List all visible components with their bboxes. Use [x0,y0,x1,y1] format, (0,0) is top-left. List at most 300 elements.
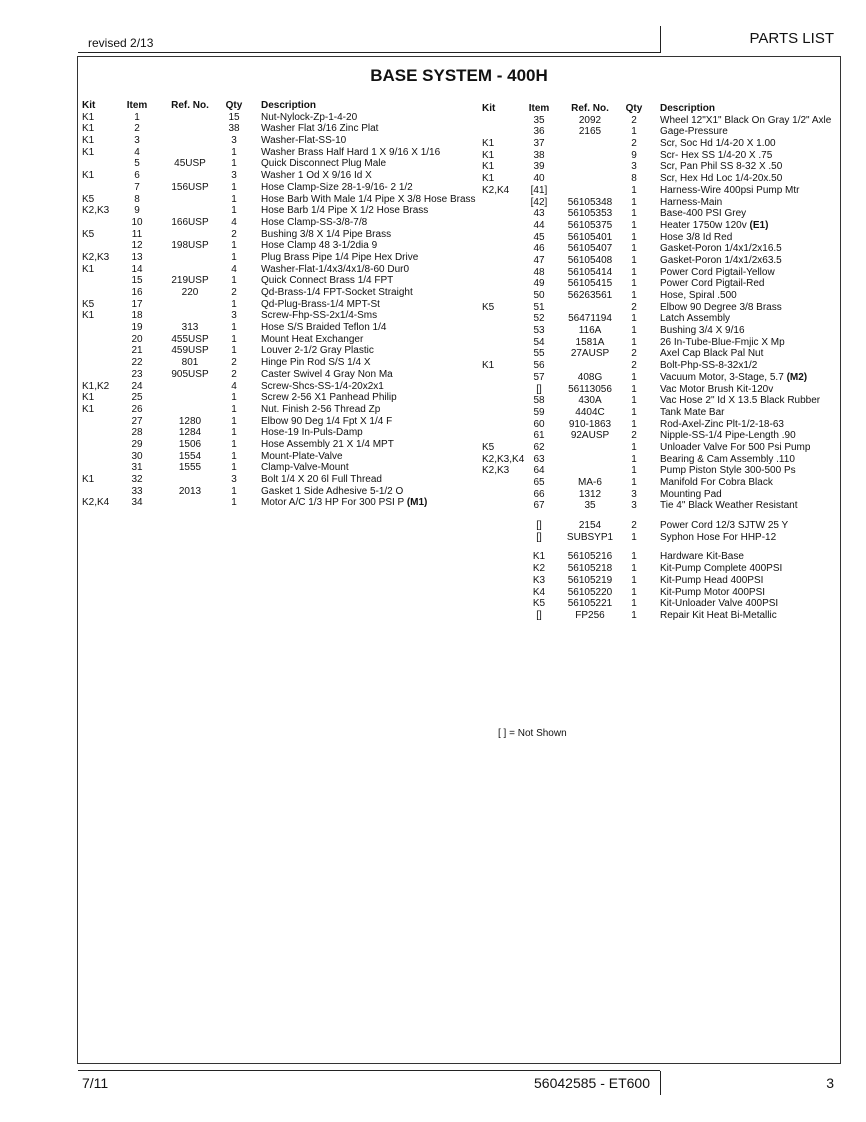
cell-qty: 1 [631,336,637,348]
cell-qty: 2 [631,301,637,313]
cell-desc: Manifold For Cobra Black [660,477,773,488]
cell-item: 7 [134,181,140,193]
cell-qty: 1 [631,208,637,220]
cell-ref: 220 [181,287,199,298]
cell-kit: K5 [82,193,95,205]
table-row [482,243,836,255]
cell-qty: 3 [231,474,237,485]
cell-qty: 1 [631,325,637,337]
cell-qty: 1 [231,427,237,439]
cell-ref: 116A [578,325,602,337]
cell-kit: K1 [482,149,495,161]
cell-desc: Mounting Pad [660,488,722,500]
cell-ref: MA-6 [578,477,602,488]
cell-desc [261,497,427,509]
not-shown-note: [ ] = Not Shown [498,728,567,739]
cell-desc: Wheel 12"X1" Black On Gray 1/2" Axle [660,114,832,126]
cell-ref: 1554 [178,450,202,462]
cell-item: K2 [532,563,546,575]
cell-desc: Screw-Fhp-SS-2x1/4-Sms [261,310,378,322]
cell-ref: 905USP [171,368,209,380]
cell-item: 56 [533,360,545,372]
cell-item: 13 [131,251,143,263]
cell-desc: Rod-Axel-Zinc Plt-1/2-18-63 [660,418,784,430]
table-row [482,208,836,220]
cell-qty: 1 [231,415,237,427]
page-number: 3 [826,1075,834,1091]
cell-qty: 2 [631,360,637,372]
cell-item: 44 [533,219,545,231]
cell-qty: 2 [631,348,637,360]
cell-kit: K1 [82,123,95,135]
cell-desc: Gasket-Poron 1/4x1/2x63.5 [660,254,782,266]
cell-desc: Washer 1 Od X 9/16 Id X [261,170,372,182]
cell-ref: 56105415 [567,278,613,290]
cell-desc: Kit-Pump Complete 400PSI [660,563,783,575]
table-row [482,587,836,599]
table-row [82,416,472,428]
cell-item: 10 [131,216,143,228]
col-item: Item [126,100,148,111]
cell-qty: 1 [231,146,237,158]
table-body-right [482,115,836,622]
table-row [82,182,472,194]
table-row [482,161,836,173]
cell-item: 32 [131,474,143,485]
table-row [482,126,836,138]
circuit-ref: (M1) [406,497,428,509]
table-row [482,419,836,431]
cell-item: 18 [131,310,143,322]
cell-ref: 35 [584,500,596,512]
table-header [82,100,472,112]
cell-desc: Qd-Plug-Brass-1/4 MPT-St [261,298,380,310]
cell-kit: K1,K2 [82,380,110,392]
col-kit: Kit [482,103,496,114]
cell-kit: K2,K3,K4 [482,453,525,465]
table-row [82,357,472,369]
table-row [82,170,472,182]
table-row [82,147,472,159]
table-row [482,360,836,372]
cell-ref: 1280 [178,415,202,427]
table-row [482,138,836,150]
cell-qty: 1 [231,497,237,509]
cell-desc: Hose S/S Braided Teflon 1/4 [261,322,387,334]
cell-kit: K1 [482,360,495,372]
cell-ref: 2092 [578,114,602,126]
cell-item: K1 [532,551,546,563]
cell-ref: 56105401 [567,231,613,243]
cell-ref: 2165 [578,126,602,138]
cell-kit: K2,K3 [482,465,510,477]
cell-item: 63 [533,453,545,465]
cell-item: [] [536,383,542,395]
cell-desc: Scr- Hex SS 1/4-20 X .75 [660,149,773,161]
cell-desc: Quick Disconnect Plug Male [261,158,387,170]
cell-qty: 1 [231,438,237,450]
cell-qty: 1 [231,322,237,334]
table-row [482,185,836,197]
cell-qty: 1 [631,563,637,575]
cell-qty: 3 [231,170,237,182]
cell-qty: 4 [231,216,237,228]
cell-desc: Scr, Hex Hd Loc 1/4-20x.50 [660,173,783,185]
cell-qty: 1 [631,266,637,278]
cell-qty: 1 [631,231,637,243]
cell-desc: Caster Swivel 4 Gray Non Ma [261,368,393,380]
cell-item: 31 [131,462,143,474]
table-header [482,103,836,115]
cell-desc: Repair Kit Heat Bi-Metallic [660,609,777,621]
cell-desc: Hose Assembly 21 X 1/4 MPT [261,438,394,450]
cell-desc: Power Cord 12/3 SJTW 25 Y [660,520,789,532]
table-row [482,520,836,532]
cell-desc: Washer-Flat-SS-10 [261,135,347,147]
cell-item: 34 [131,497,143,509]
cell-item: 50 [533,290,545,301]
table-row [82,334,472,346]
cell-qty: 1 [231,485,237,497]
table-row [82,345,472,357]
table-row [82,392,472,404]
cell-desc: Washer Flat 3/16 Zinc Plat [261,123,379,135]
desc-text: Motor A/C 1/3 HP For 300 PSI P [261,497,405,509]
cell-desc: Syphon Hose For HHP-12 [660,531,777,543]
cell-desc: Vac Hose 2" Id X 13.5 Black Rubber [660,395,821,407]
table-row [82,193,476,206]
cell-qty: 1 [231,345,237,357]
cell-ref: 455USP [171,333,209,345]
footer-rule [78,1070,660,1071]
cell-qty: 8 [631,173,637,185]
cell-desc: Hose Clamp 48 3-1/2dia 9 [261,240,378,252]
cell-item: 24 [131,380,143,392]
cell-ref: 56105414 [567,266,613,278]
cell-qty: 9 [631,149,637,161]
cell-qty: 1 [231,205,237,217]
cell-ref: 4404C [575,406,605,418]
col-kit: Kit [82,100,96,111]
cell-kit: K5 [482,301,495,313]
parts-table-right [482,103,836,622]
cell-desc: Screw-Shcs-SS-1/4-20x2x1 [261,380,384,392]
cell-qty: 1 [231,298,237,310]
cell-desc: Harness-Wire 400psi Pump Mtr [660,184,800,196]
cell-desc [660,372,807,384]
cell-ref: 56105221 [567,598,613,610]
cell-ref: 2154 [578,520,602,532]
cell-qty: 15 [228,111,240,123]
cell-qty: 1 [631,598,637,610]
cell-ref: 56471194 [568,313,612,325]
cell-ref: 156USP [171,181,209,193]
cell-item: 5 [134,158,140,170]
table-row [82,462,472,474]
table-row [82,264,472,276]
cell-desc: Bearing & Cam Assembly .110 [660,453,795,465]
cell-desc: Kit-Unloader Valve 400PSI [660,598,779,610]
cell-desc: Gage-Pressure [660,126,728,138]
cell-item: 51 [533,301,545,313]
cell-item: 40 [533,173,545,185]
cell-item: 45 [533,231,545,243]
cell-kit: K1 [482,138,495,150]
cell-kit: K1 [482,161,495,173]
cell-qty: 1 [631,477,637,488]
cell-item: 35 [533,114,545,126]
table-row [482,532,836,544]
cell-qty: 2 [231,228,237,240]
table-row [82,439,472,451]
cell-kit: K5 [82,228,95,240]
cell-qty: 1 [631,371,637,383]
cell-kit: K2,K4 [82,497,110,509]
cell-qty: 1 [631,453,637,465]
cell-item: 20 [131,333,143,345]
cell-item: 8 [134,193,140,205]
cell-item: 66 [533,488,545,500]
cell-item: 14 [131,263,143,275]
circuit-ref: (E1) [749,219,769,231]
cell-ref: 1284 [178,427,202,439]
footer-divider [660,1071,661,1095]
table-row [82,123,472,135]
cell-item: 1 [134,111,140,123]
cell-item: 28 [131,427,143,439]
cell-desc: Kit-Pump Head 400PSI [660,574,764,586]
row-gap [482,543,836,551]
cell-kit: K5 [82,298,95,310]
table-row [482,372,836,384]
cell-qty: 1 [631,278,637,290]
table-row [482,500,836,512]
col-desc: Description [660,103,716,114]
cell-desc: Bushing 3/4 X 9/16 [660,325,745,337]
cell-desc: Base-400 PSI Grey [660,208,747,220]
cell-kit: K1 [482,173,495,185]
cell-item: 54 [533,336,545,348]
cell-desc: Kit-Pump Motor 400PSI [660,586,766,598]
row-gap [482,512,836,520]
cell-item: 64 [533,465,545,477]
table-row [482,395,836,407]
cell-ref: 801 [181,357,199,369]
cell-desc: Harness-Main [660,196,723,208]
cell-ref: 45USP [174,158,206,170]
cell-item: 16 [131,287,143,298]
cell-item: 26 [131,403,143,415]
cell-item: 39 [533,161,545,173]
cell-item: 11 [131,228,143,240]
cell-desc: Mount-Plate-Valve [261,450,343,462]
cell-qty: 3 [231,310,237,322]
cell-item: 46 [533,243,545,255]
cell-ref: 56105348 [567,196,613,208]
cell-qty: 1 [631,551,637,563]
cell-ref: 56105375 [567,219,613,231]
cell-item: [] [536,520,542,532]
cell-desc: Hose Barb 1/4 Pipe X 1/2 Hose Brass [261,205,429,217]
cell-item: 4 [134,146,140,158]
cell-qty: 1 [631,609,637,621]
table-body-left [82,111,476,509]
table-row [82,299,472,311]
cell-ref: FP256 [575,609,605,621]
header-rule [78,52,660,53]
cell-qty: 1 [631,290,637,301]
parts-table-left [82,100,476,509]
table-row [482,278,836,290]
cell-desc: Mount Heat Exchanger [261,333,364,345]
cell-item: 48 [533,266,545,278]
cell-qty: 1 [631,184,637,196]
table-row [482,255,836,267]
cell-qty: 1 [631,254,637,266]
cell-qty: 1 [631,219,637,231]
cell-qty: 4 [231,263,237,275]
cell-ref: 430A [578,395,602,407]
page-title: BASE SYSTEM - 400H [370,66,548,85]
table-row [482,551,836,563]
cell-desc: Tank Mate Bar [660,406,725,418]
cell-item: 6 [134,170,140,182]
cell-ref: 92AUSP [570,430,610,442]
cell-desc [660,220,768,232]
revised-date: revised 2/13 [88,36,154,50]
cell-qty: 3 [631,488,637,500]
cell-item: 27 [131,415,143,427]
cell-item: 37 [533,138,545,150]
cell-item: 2 [134,123,140,135]
cell-item: 43 [533,208,545,220]
cell-ref: 2013 [178,485,202,497]
cell-item: 58 [533,395,545,407]
cell-qty: 1 [231,251,237,263]
cell-desc: Nut-Nylock-Zp-1-4-20 [261,111,358,123]
cell-qty: 1 [631,383,637,395]
cell-ref: 198USP [171,240,209,252]
cell-qty: 1 [631,465,637,477]
cell-item: 21 [131,345,143,357]
cell-item: 19 [131,322,143,334]
cell-desc: Hose, Spiral .500 [660,290,737,301]
cell-ref: 56105353 [567,208,613,220]
table-row [482,267,836,279]
cell-desc: Elbow 90 Deg 1/4 Fpt X 1/4 F [261,415,393,427]
cell-qty: 2 [231,357,237,369]
cell-qty: 2 [631,430,637,442]
cell-qty: 1 [231,193,237,205]
cell-item: K4 [532,586,546,598]
cell-desc: 26 In-Tube-Blue-Fmjic X Mp [660,336,785,348]
cell-qty: 1 [631,531,637,543]
table-row [482,348,836,360]
cell-qty: 2 [631,114,637,126]
cell-desc: Nipple-SS-1/4 Pipe-Length .90 [660,430,796,442]
cell-qty: 1 [631,395,637,407]
cell-ref: 1312 [578,488,602,500]
table-row [82,135,472,147]
cell-ref: SUBSYP1 [566,531,614,543]
cell-item: 59 [533,406,545,418]
cell-ref: 56263561 [567,290,613,301]
cell-desc: Hinge Pin Rod S/S 1/4 X [261,357,371,369]
table-row [482,220,836,232]
cell-ref: 313 [181,322,199,334]
cell-item: 53 [533,325,545,337]
cell-item: 29 [131,438,143,450]
table-row [82,486,472,498]
cell-ref: 910-1863 [568,418,612,430]
cell-desc: Power Cord Pigtail-Red [660,278,765,290]
cell-desc: Gasket-Poron 1/4x1/2x16.5 [660,243,782,255]
cell-item: 3 [134,135,140,147]
cell-item: K3 [532,574,546,586]
desc-text: Heater 1750w 120v [660,219,747,231]
cell-item: 30 [131,450,143,462]
cell-qty: 1 [631,196,637,208]
cell-kit: K2,K4 [482,184,510,196]
cell-ref: 27AUSP [570,348,610,360]
table-row [482,232,836,244]
cell-ref: 56105216 [567,551,613,563]
cell-desc: Vac Motor Brush Kit-120v [660,383,774,395]
cell-qty: 1 [231,403,237,415]
table-row [482,489,836,501]
cell-kit: K1 [82,403,95,415]
cell-desc: Hose 3/8 Id Red [660,231,733,243]
table-row [82,451,472,463]
cell-qty: 3 [231,135,237,147]
cell-item: 49 [533,278,545,290]
cell-kit: K1 [82,392,95,404]
cell-desc: Clamp-Valve-Mount [261,462,349,474]
cell-desc: Washer Brass Half Hard 1 X 9/16 X 1/16 [261,146,441,158]
table-row [482,465,836,477]
doc-number: 56042585 - ET600 [534,1075,650,1091]
cell-kit: K1 [82,310,95,322]
cell-kit: K1 [82,146,95,158]
cell-qty: 1 [631,406,637,418]
cell-qty: 2 [631,138,637,150]
cell-qty: 1 [231,158,237,170]
table-row [82,310,472,322]
cell-ref: 459USP [171,345,209,357]
cell-item: 23 [131,368,143,380]
cell-ref: 56105407 [567,243,613,255]
cell-ref: 56105218 [567,563,613,575]
footer-date: 7/11 [82,1075,109,1091]
cell-item: 55 [533,348,545,360]
cell-desc: Scr, Soc Hd 1/4-20 X 1.00 [660,138,776,150]
cell-item: 61 [533,430,545,442]
cell-qty: 1 [231,392,237,404]
cell-desc: Gasket 1 Side Adhesive 5-1/2 O [261,485,404,497]
table-row [82,369,472,381]
table-row [482,384,836,396]
cell-item: 38 [533,149,545,161]
cell-item: [42] [530,196,548,208]
cell-qty: 1 [631,441,637,453]
cell-kit: K2,K3 [82,205,110,217]
cell-desc: Plug Brass Pipe 1/4 Pipe Hex Drive [261,251,419,263]
table-row [482,173,836,185]
col-item: Item [528,103,550,114]
table-row [482,313,836,325]
table-row [482,337,836,349]
table-row [82,229,472,241]
